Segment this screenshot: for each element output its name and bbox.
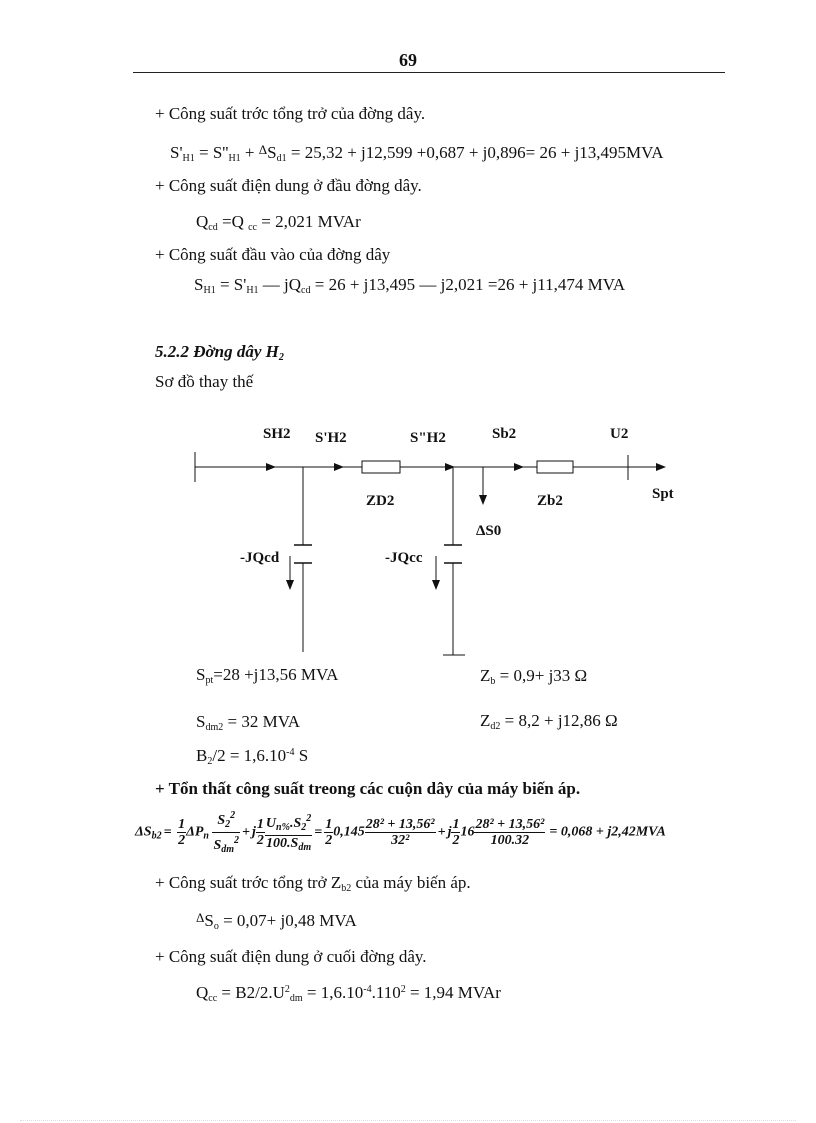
diagram-caption: Sơ đồ thay thế: [155, 372, 254, 391]
equation-qcc: $Q_{cc} = B2/2.U^2_{dm} = 1,6.10^{-4}.110^2 = 1,94$ MVAr: [196, 983, 501, 1004]
loss-equation: $\Delta S_{b2}$ = $\frac{1}{2}$ $\Delta P_n$ $\frac{S_2^2}{S_{dm}^2}$ + j $\frac{1}{2}$ $\frac{U_{n\%}.S_2^2}{100.S_{dm}}$ = $\frac{1}{2}$ 0,145 $\frac{\text{28² + 13,56²}}{\text{32²}}$ + j $\frac{1}{2}$ 16 $\frac{\text{28² + 13,56²}}{100.32}$ = 0,068 + j2,42MVA: [135, 810, 666, 855]
param-sdm2: $S_{dm2} = 32$ MVA: [196, 712, 301, 733]
equation-qcd: $Q_{cd} =Q$ $_{cc}$ = 2,021 MVAr: [196, 212, 361, 233]
equation-sh1: $S_{H1} = S'_{H1}$ — $jQ_{cd} = 26 + j13,495$ — j2,021 =26 + j11,474 MVA: [194, 275, 626, 296]
label-jqcd: -JQcd: [240, 550, 280, 566]
equation-ds0: $^\Delta S_o = 0,07+ j0,48$ MVA: [196, 910, 357, 932]
param-b2: $B_2/2 = 1,6.10^{-4}$ S: [196, 746, 309, 767]
text-line: + Công suất trớc tổng trở $Z_{b2}$ của máy biến áp.: [155, 873, 471, 894]
label-s2h2: S"H2: [410, 430, 446, 446]
text-line: + Công suất trớc tổng trở của đờng dây.: [155, 104, 426, 123]
section-heading: 5.2.2 Đờng dây $H_2$: [155, 342, 284, 363]
label-zb2: Zb2: [537, 493, 563, 509]
label-u2: U2: [610, 426, 629, 442]
label-jqcc: -JQcc: [385, 550, 423, 566]
page-number: 69: [399, 50, 417, 70]
label-s1h2: S'H2: [315, 430, 347, 446]
text-line: + Công suất điện dung ở đầu đờng dây.: [155, 176, 422, 195]
param-spt: $S_{pt}=28 +j13,56$ MVA: [196, 665, 339, 686]
param-zb: $Z_b = 0,9+ j33$ Ω: [480, 666, 588, 687]
page-bottom-border: [20, 1120, 796, 1121]
param-zd2: $Z_{d2} = 8,2 + j12,86$ Ω: [480, 711, 618, 732]
text-line: + Công suất điện dung ở cuối đờng dây.: [155, 947, 427, 966]
label-ds0: ΔS0: [476, 523, 502, 539]
text-line: + Công suất đầu vào của đờng dây: [155, 245, 391, 264]
label-spt: Spt: [652, 486, 674, 502]
equation-s-prime-h1: $S'_{H1} = S''_{H1} + ^\Delta S_{d1} = 25,32 + j12,599 +0,687 + j0,896= 26 + j13,495MVA$: [170, 142, 664, 164]
label-zd2: ZD2: [366, 493, 395, 509]
section-title-losses: + Tổn thất công suất treong các cuộn dây của máy biến áp.: [155, 779, 581, 798]
label-sb2: Sb2: [492, 426, 517, 442]
label-sh2: SH2: [263, 426, 291, 442]
